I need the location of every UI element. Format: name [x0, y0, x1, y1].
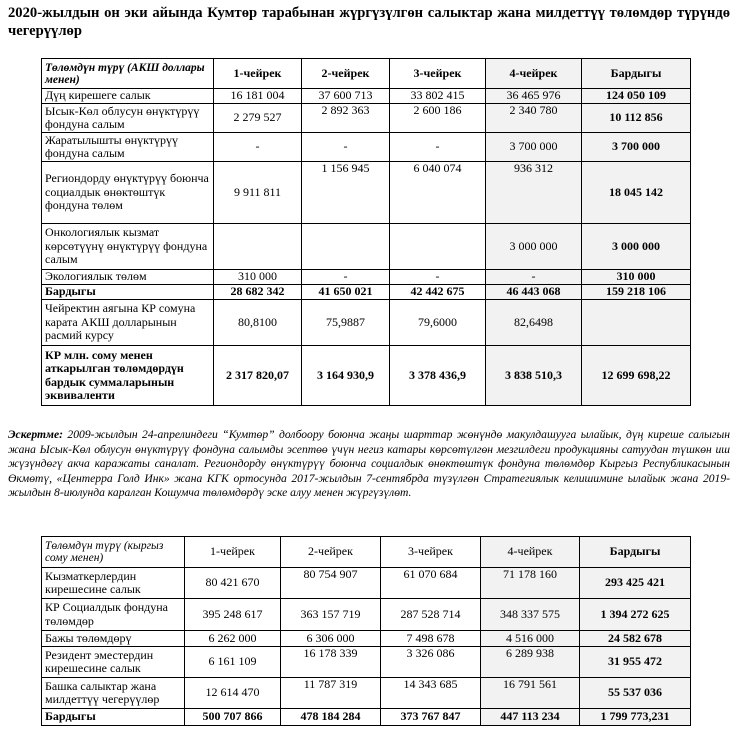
cell-q4: 3 000 000: [486, 224, 582, 270]
header-type: Төлөмдүн түрү (кыргыз сому менен): [42, 537, 185, 568]
cell-q1: 395 248 617: [185, 599, 281, 631]
page-title: 2020-жылдын он эки айында Кумтөр тарабынан жүргүзүлгөн салыктар жана милдеттүү төлөмдөр түрүндө чегерүүлөр: [8, 5, 730, 39]
cell-q3: 373 767 847: [381, 709, 481, 726]
cell-q5: 159 218 106: [582, 285, 691, 300]
cell-q3: -: [390, 270, 486, 285]
cell-q2: 16 178 339: [281, 647, 381, 678]
row-label: Бажы төлөмдөрү: [42, 631, 185, 647]
note-text: 2009-жылдын 24-апрелиндеги “Кумтөр” долбоору боюнча жаңы шарттар жөнүндө макулдашууга ылайык, дүң киреше салыгын жана Ысык-Көл облусун өнүктүрүү фондуна салымды эсептөө үчүн негиз катары көрсөтүлгөн мезгилдеги продукцияны сатуудан түшкөн иш жүзүндөгү акча каражаты саналат. Региондорду өнүктүрүү боюнча социалдык өнөктөштүк фондуна төлөмдөр Кыргыз Республикасынын Өкмөтү, «Центерра Голд Инк» жана КГК ортосунда 2017-жылдын 7-сентябрда түзүлгөн Стратегиялык келишимине ылайык жана 2019-жылдын 8-июлунда каралган Кошумча төлөмдөрдү эске алуу менен жүргүзүлөт.: [8, 428, 730, 500]
table-row: [42, 162, 691, 224]
cell-q3: 6 040 074: [390, 162, 486, 224]
table-header-row: [42, 537, 691, 568]
cell-q1: 9 911 811: [214, 162, 302, 224]
cell-q5: 10 112 856: [582, 104, 691, 133]
row-label: Чейректин аягына КР сомуна карата АКШ долларынын расмий курсу: [42, 300, 214, 346]
cell-q3: 79,6000: [390, 300, 486, 346]
table-row: [42, 104, 691, 133]
cell-q1: 6 262 000: [185, 631, 281, 647]
cell-q2: 6 306 000: [281, 631, 381, 647]
header-col-1: 1-чейрек: [214, 59, 302, 89]
row-label: Бардыгы: [42, 709, 185, 726]
table-row: [42, 224, 691, 270]
cell-q2: 41 650 021: [302, 285, 390, 300]
row-label: Бардыгы: [42, 285, 214, 300]
cell-q5: 18 045 142: [582, 162, 691, 224]
cell-q1: 80,8100: [214, 300, 302, 346]
cell-q1: 28 682 342: [214, 285, 302, 300]
header-col-2: 2-чейрек: [302, 59, 390, 89]
cell-q2: 80 754 907: [281, 568, 381, 599]
cell-q2: 11 787 319: [281, 678, 381, 709]
cell-q2: 37 600 713: [302, 89, 390, 104]
cell-q4: 348 337 575: [481, 599, 580, 631]
row-label: Дүң кирешеге салык: [42, 89, 214, 104]
cell-q3: 61 070 684: [381, 568, 481, 599]
payments-usd-table: [41, 58, 691, 406]
table-row: [42, 300, 691, 346]
cell-q1: -: [214, 133, 302, 162]
row-label: Ысык-Көл облусун өнүктүрүү фондуна салым: [42, 104, 214, 133]
row-label: Кызматкерлердин кирешесине салык: [42, 568, 185, 599]
cell-q3: 287 528 714: [381, 599, 481, 631]
note-label: Эскертме:: [8, 428, 63, 441]
header-col-3: 3-чейрек: [381, 537, 481, 568]
cell-q4: -: [486, 270, 582, 285]
header-col-4: 4-чейрек: [481, 537, 580, 568]
row-label: КР Социалдык фондуна төлөмдөр: [42, 599, 185, 631]
table2-body: [42, 537, 691, 726]
cell-q5: 1 799 773,231: [580, 709, 691, 726]
cell-q5: 24 582 678: [580, 631, 691, 647]
row-label: Резидент эместердин кирешесине салык: [42, 647, 185, 678]
cell-q5: 55 537 036: [580, 678, 691, 709]
cell-q4: 6 289 938: [481, 647, 580, 678]
cell-q2: 478 184 284: [281, 709, 381, 726]
table-row: [42, 89, 691, 104]
cell-q1: [214, 224, 302, 270]
cell-q1: 80 421 670: [185, 568, 281, 599]
cell-q5: 310 000: [582, 270, 691, 285]
cell-q3: 42 442 675: [390, 285, 486, 300]
table-row: [42, 568, 691, 599]
cell-q5: 12 699 698,22: [582, 346, 691, 406]
cell-q2: 2 892 363: [302, 104, 390, 133]
table-row: [42, 678, 691, 709]
row-label: КР млн. сому менен аткарылган төлөмдөрдүн бардык суммаларынын эквиваленти: [42, 346, 214, 406]
header-col-4: 4-чейрек: [486, 59, 582, 89]
cell-q2: 363 157 719: [281, 599, 381, 631]
header-type: Төлөмдүн түрү (АКШ доллары менен): [42, 59, 214, 89]
header-col-1: 1-чейрек: [185, 537, 281, 568]
cell-q1: 2 317 820,07: [214, 346, 302, 406]
table-row: [42, 133, 691, 162]
cell-q5: 1 394 272 625: [580, 599, 691, 631]
header-col-5: Бардыгы: [580, 537, 691, 568]
table-row: [42, 631, 691, 647]
note: [8, 428, 730, 501]
cell-q2: 75,9887: [302, 300, 390, 346]
header-col-5: Бардыгы: [582, 59, 691, 89]
header-col-2: 2-чейрек: [281, 537, 381, 568]
cell-q5: 293 425 421: [580, 568, 691, 599]
header-col-3: 3-чейрек: [390, 59, 486, 89]
cell-q2: 1 156 945: [302, 162, 390, 224]
table-row: [42, 599, 691, 631]
payments-kgs-table: [41, 536, 691, 726]
cell-q5: 3 000 000: [582, 224, 691, 270]
cell-q2: [302, 224, 390, 270]
row-label: Региондорду өнүктүрүү боюнча социалдык өнөктөштүк фондуна төлөм: [42, 162, 214, 224]
table-row: [42, 270, 691, 285]
cell-q4: 36 465 976: [486, 89, 582, 104]
cell-q2: 3 164 930,9: [302, 346, 390, 406]
cell-q5: 3 700 000: [582, 133, 691, 162]
table-row: [42, 285, 691, 300]
cell-q3: 33 802 415: [390, 89, 486, 104]
cell-q4: 3 838 510,3: [486, 346, 582, 406]
cell-q4: 46 443 068: [486, 285, 582, 300]
cell-q3: 2 600 186: [390, 104, 486, 133]
row-label: Жаратылышты өнүктүрүү фондуна салым: [42, 133, 214, 162]
cell-q3: -: [390, 133, 486, 162]
cell-q3: [390, 224, 486, 270]
cell-q4: 71 178 160: [481, 568, 580, 599]
cell-q2: -: [302, 133, 390, 162]
cell-q4: 82,6498: [486, 300, 582, 346]
cell-q4: 3 700 000: [486, 133, 582, 162]
cell-q2: -: [302, 270, 390, 285]
cell-q4: 16 791 561: [481, 678, 580, 709]
table-row: [42, 647, 691, 678]
cell-q4: 4 516 000: [481, 631, 580, 647]
cell-q3: 7 498 678: [381, 631, 481, 647]
cell-q5: 124 050 109: [582, 89, 691, 104]
cell-q1: 16 181 004: [214, 89, 302, 104]
cell-q4: 2 340 780: [486, 104, 582, 133]
cell-q5: 31 955 472: [580, 647, 691, 678]
cell-q5: [582, 300, 691, 346]
cell-q1: 2 279 527: [214, 104, 302, 133]
cell-q3: 3 378 436,9: [390, 346, 486, 406]
row-label: Экологиялык төлөм: [42, 270, 214, 285]
row-label: Онкологиялык кызмат көрсөтүүнү өнүктүрүү фондуна салым: [42, 224, 214, 270]
cell-q4: 936 312: [486, 162, 582, 224]
table-row: [42, 709, 691, 726]
cell-q3: 14 343 685: [381, 678, 481, 709]
table-row: [42, 346, 691, 406]
table1-body: [42, 59, 691, 406]
row-label: Башка салыктар жана милдеттүү чегерүүлөр: [42, 678, 185, 709]
cell-q3: 3 326 086: [381, 647, 481, 678]
table-header-row: [42, 59, 691, 89]
cell-q4: 447 113 234: [481, 709, 580, 726]
cell-q1: 500 707 866: [185, 709, 281, 726]
cell-q1: 12 614 470: [185, 678, 281, 709]
cell-q1: 6 161 109: [185, 647, 281, 678]
cell-q1: 310 000: [214, 270, 302, 285]
